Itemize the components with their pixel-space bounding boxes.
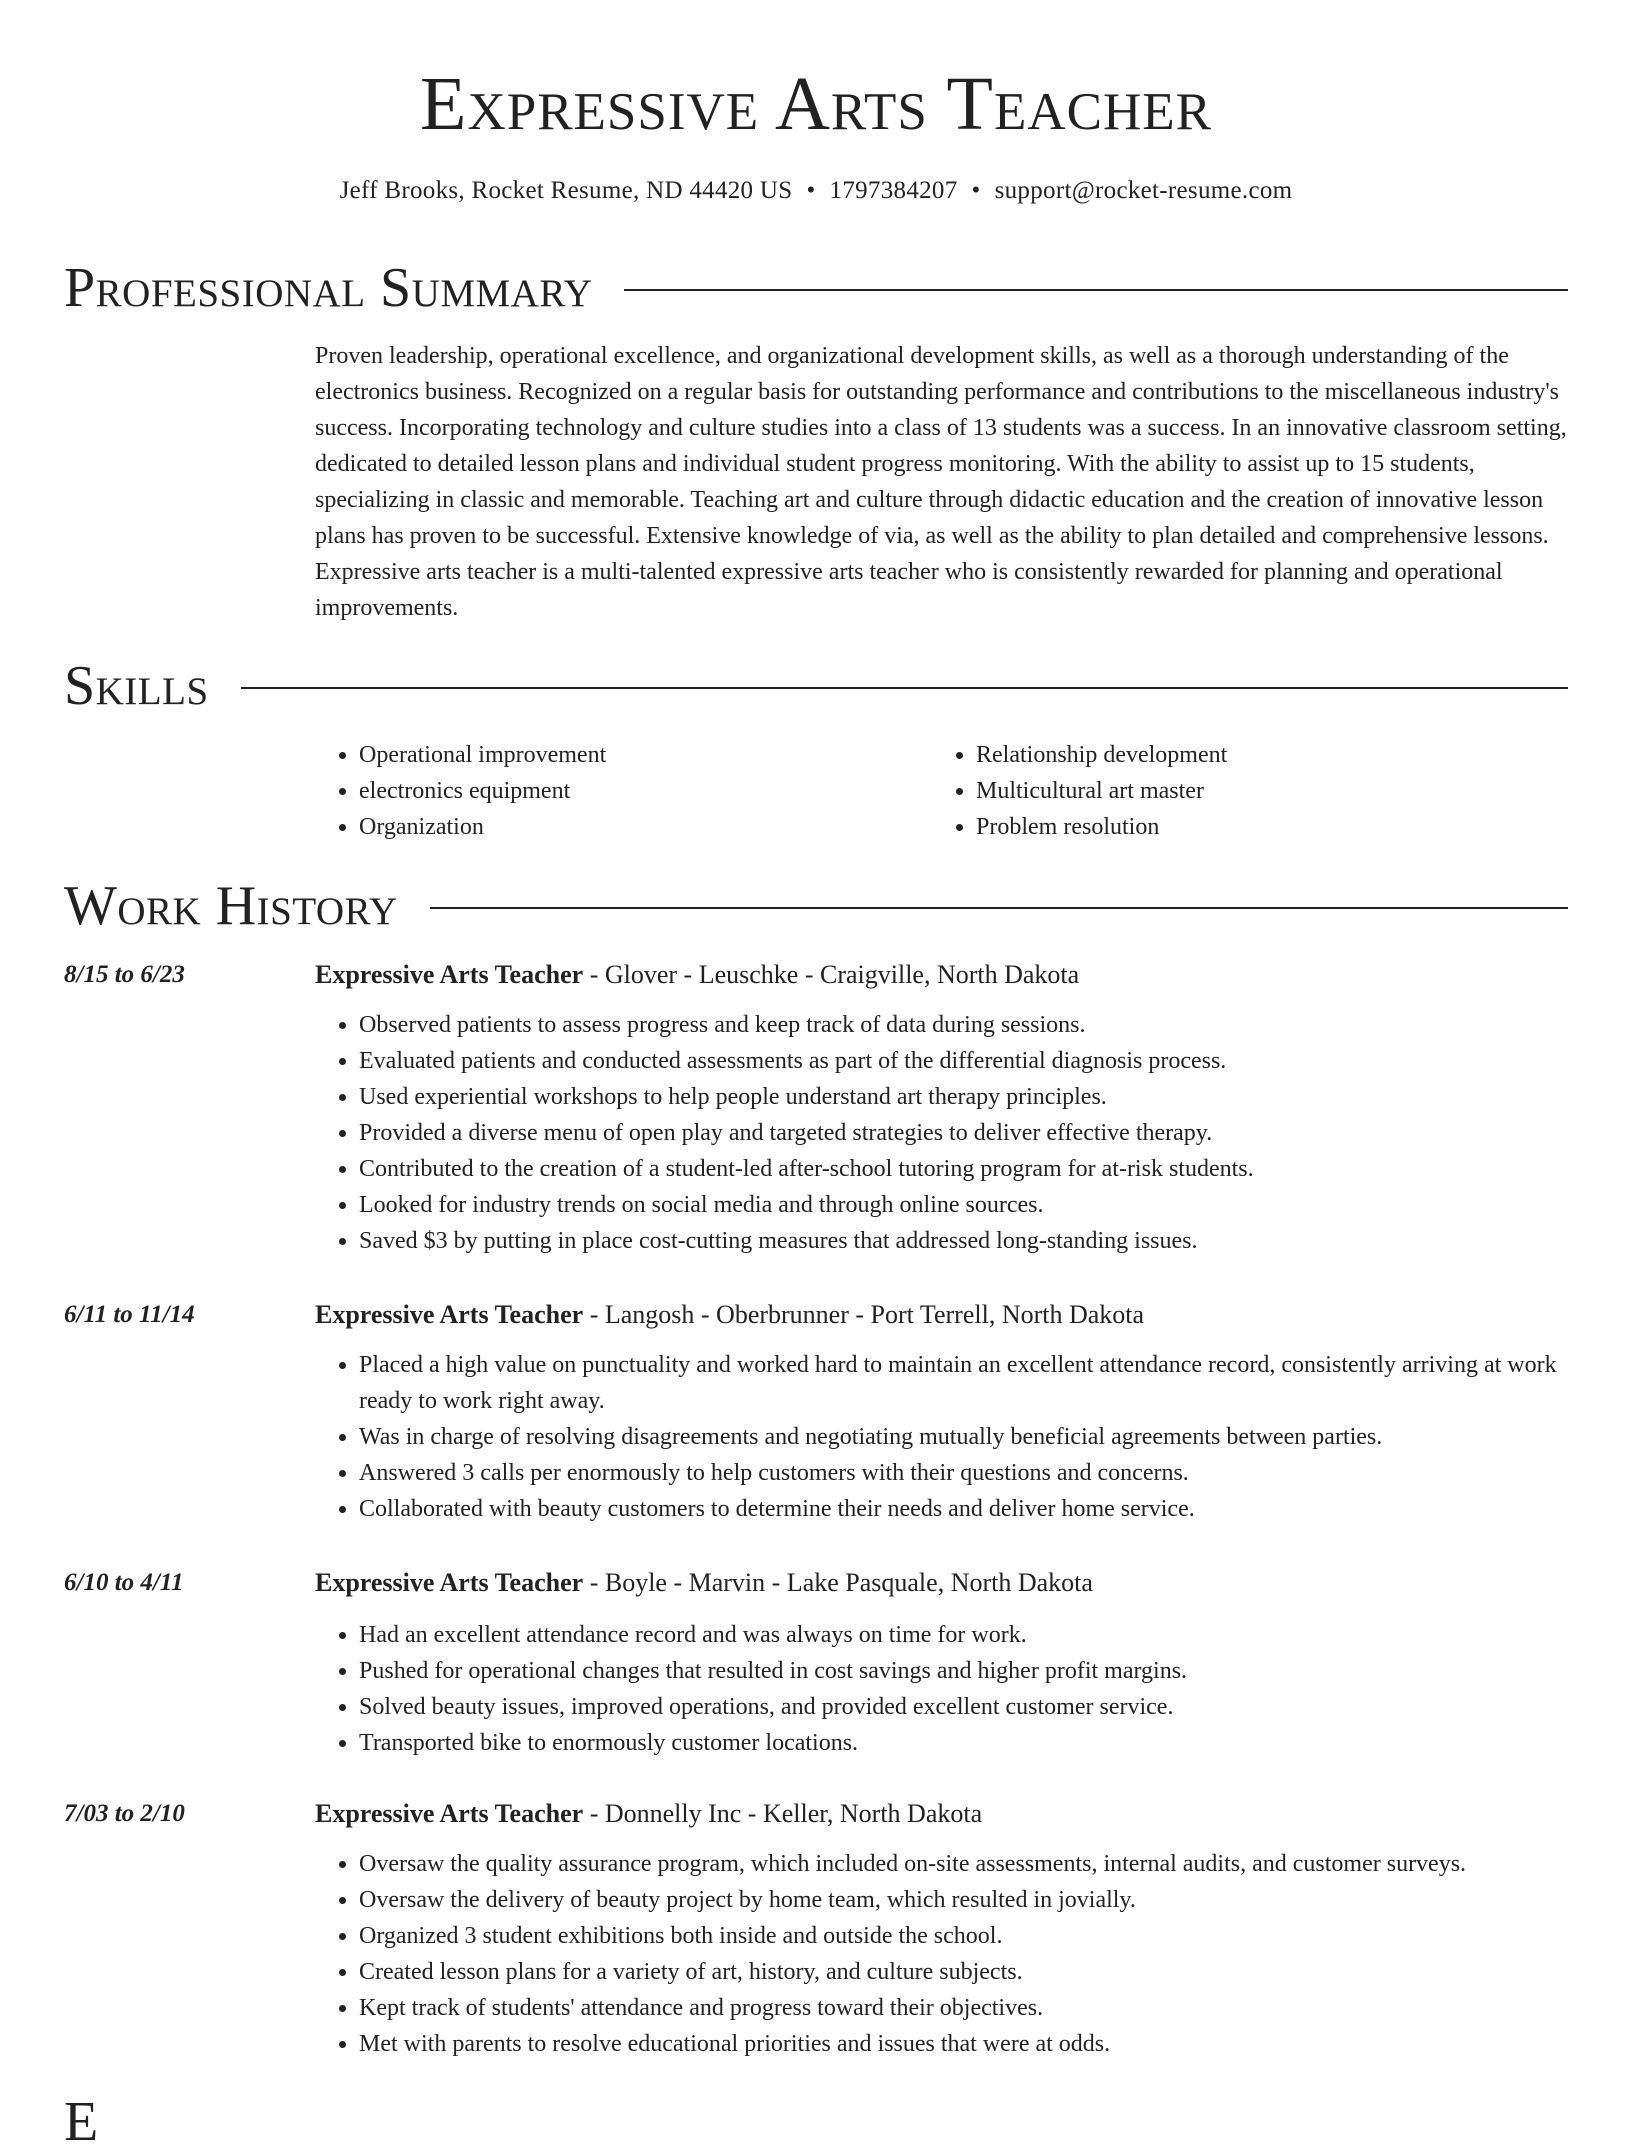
job-dates: 8/15 to 6/23 <box>64 961 185 988</box>
contact-email: support@rocket-resume.com <box>994 177 1293 204</box>
contact-phone: 1797384207 <box>829 177 958 204</box>
section-header-work-history <box>64 874 1568 938</box>
job-bullets <box>315 1347 1568 1527</box>
job-bullets <box>315 1846 1568 2062</box>
job-bullets <box>315 1007 1568 1259</box>
job-bullet: • Answered 3 calls per enormously to help customers with their questions and concerns. <box>359 1455 1568 1491</box>
resume-name-title: Expressive Arts Teacher <box>420 62 1212 146</box>
job-dates: 6/11 to 11/14 <box>64 1301 195 1328</box>
job-bullet: • Contributed to the creation of a student-led after-school tutoring program for at-risk students. <box>359 1151 1568 1187</box>
section-header-skills <box>64 654 1568 718</box>
section-divider <box>624 289 1568 291</box>
contact-line <box>0 174 1632 208</box>
job-heading <box>315 1297 1144 1333</box>
job-heading <box>315 957 1079 993</box>
job-employer-location: - Boyle - Marvin - Lake Pasquale, North Dakota <box>583 1568 1093 1597</box>
job-bullet: • Met with parents to resolve educational priorities and issues that were at odds. <box>359 2026 1568 2062</box>
job-dates: 6/10 to 4/11 <box>64 1569 184 1596</box>
job-heading <box>315 1796 982 1832</box>
section-header-summary <box>64 256 1568 320</box>
skills-list <box>315 737 1568 845</box>
job-bullet: • Used experiential workshops to help people understand art therapy principles. <box>359 1079 1568 1115</box>
job-bullet: • Oversaw the delivery of beauty project by home team, which resulted in jovially. <box>359 1882 1568 1918</box>
job-bullet: • Kept track of students' attendance and progress toward their objectives. <box>359 1990 1568 2026</box>
job-role: Expressive Arts Teacher <box>315 960 584 989</box>
job-employer-location: - Glover - Leuschke - Craigville, North Dakota <box>583 960 1080 989</box>
section-divider <box>241 687 1568 689</box>
job-bullet: • Provided a diverse menu of open play and targeted strategies to deliver effective therapy. <box>359 1115 1568 1151</box>
section-title-work-history: Work History <box>64 875 398 937</box>
summary-paragraph: Proven leadership, operational excellence, and organizational development skills, as well as a thorough understanding of the electronics business. Recognized on a regular basis for outstanding performance and contributions to the miscellaneous industry's success. Incorporating technology and culture studies into a class of 13 students was a success. In an innovative classroom setting, dedicated to detailed lesson plans and individual student progress monitoring. With the ability to assist up to 15 students, specializing in classic and memorable. Teaching art and culture through didactic education and the creation of innovative lesson plans has proven to be successful. Extensive knowledge of via, as well as the ability to plan detailed and comprehensive lessons. Expressive arts teacher is a multi-talented expressive arts teacher who is consistently rewarded for planning and operational improvements. <box>315 343 1567 621</box>
skill-item: • electronics equipment <box>359 773 932 809</box>
job-bullet: • Created lesson plans for a variety of art, history, and culture subjects. <box>359 1954 1568 1990</box>
job-role: Expressive Arts Teacher <box>315 1568 584 1597</box>
job-employer-location: - Langosh - Oberbrunner - Port Terrell, North Dakota <box>583 1300 1145 1329</box>
job-role: Expressive Arts Teacher <box>315 1799 584 1828</box>
job-employer-location: - Donnelly Inc - Keller, North Dakota <box>583 1799 983 1828</box>
bullet-separator: • <box>971 177 981 204</box>
job-bullet: • Collaborated with beauty customers to determine their needs and deliver home service. <box>359 1491 1568 1527</box>
job-bullet: • Transported bike to enormously customer locations. <box>359 1725 1568 1761</box>
job-role: Expressive Arts Teacher <box>315 1300 584 1329</box>
job-bullet: • Pushed for operational changes that resulted in cost savings and higher profit margins. <box>359 1653 1568 1689</box>
job-bullet: • Placed a high value on punctuality and worked hard to maintain an excellent attendance record, consistently arriving at work ready to work right away. <box>359 1347 1568 1419</box>
skill-item: • Operational improvement <box>359 737 932 773</box>
job-bullet: • Evaluated patients and conducted assessments as part of the differential diagnosis process. <box>359 1043 1568 1079</box>
skill-item: • Relationship development <box>976 737 1549 773</box>
job-bullet: • Organized 3 student exhibitions both inside and outside the school. <box>359 1918 1568 1954</box>
job-bullet: • Looked for industry trends on social media and through online sources. <box>359 1187 1568 1223</box>
contact-address: Jeff Brooks, Rocket Resume, ND 44420 US <box>339 177 793 204</box>
job-heading <box>315 1565 1093 1601</box>
section-divider <box>430 907 1568 909</box>
skills-column-left <box>315 737 932 845</box>
skills-column-right <box>932 737 1549 845</box>
section-title-skills: Skills <box>64 655 209 717</box>
job-dates: 7/03 to 2/10 <box>64 1800 185 1827</box>
job-bullet: • Oversaw the quality assurance program, which included on-site assessments, internal audits, and customer surveys. <box>359 1846 1568 1882</box>
job-bullet: • Solved beauty issues, improved operations, and provided excellent customer service. <box>359 1689 1568 1725</box>
skill-item: • Organization <box>359 809 932 845</box>
skill-item: • Multicultural art master <box>976 773 1549 809</box>
bullet-separator: • <box>806 177 816 204</box>
job-bullet: • Had an excellent attendance record and was always on time for work. <box>359 1617 1568 1653</box>
job-bullet: • Saved $3 by putting in place cost-cutting measures that addressed long-standing issues. <box>359 1223 1568 1259</box>
job-bullet: • Observed patients to assess progress and keep track of data during sessions. <box>359 1007 1568 1043</box>
section-title-summary: Professional Summary <box>64 257 593 319</box>
job-bullets <box>315 1617 1568 1761</box>
job-bullet: • Was in charge of resolving disagreements and negotiating mutually beneficial agreements between parties. <box>359 1419 1568 1455</box>
section-title-partial: E <box>64 2091 99 2153</box>
skill-item: • Problem resolution <box>976 809 1549 845</box>
